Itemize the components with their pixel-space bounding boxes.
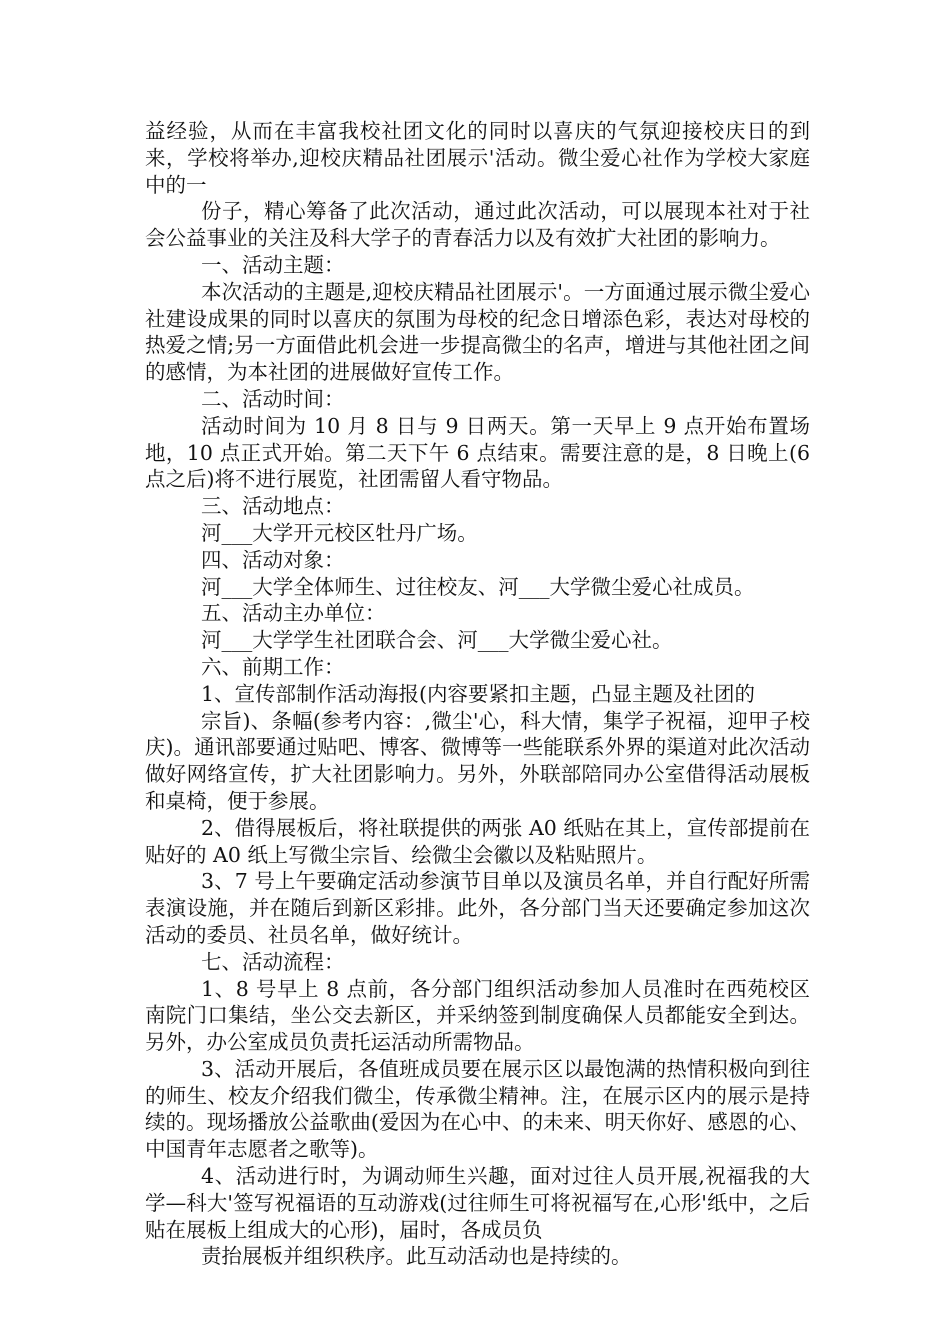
heading-activity-organizer: 五、活动主办单位： [201,601,386,626]
paragraph-process-1: 1、8 号早上 8 点前，各分部门组织活动参加人员准时在西苑校区南院门口集结，坐公交去新区，并采纳签到制度确保人员都能安全到达。另外，办公室成员负责托运活动所需物品。 [145,976,810,1055]
paragraph-activity-time: 活动时间为 10 月 8 日与 9 日两天。第一天早上 9 点开始布置场地，10 点正式开始。第二天下午 6 点结束。需要注意的是，8 日晚上(6 点之后)将不进行展览，社团需留人看守物品。 [145,413,810,492]
paragraph-intro-end: 益经验，从而在丰富我校社团文化的同时以喜庆的气氛迎接校庆日的到来，学校将举办,迎校庆精品社团展示'活动。微尘爱心社作为学校大家庭中的一 [145,119,810,197]
heading-activity-theme: 一、活动主题： [201,252,345,277]
paragraph-activity-location: 河___大学开元校区牡丹广场。 [201,520,478,545]
heading-activity-audience: 四、活动对象： [201,547,345,572]
paragraph-activity-organizer: 河___大学学生社团联合会、河___大学微尘爱心社。 [201,628,673,653]
paragraph-preparation-1-cont: 宗旨)、条幅(参考内容：,微尘'心，科大情，集学子祝福，迎甲子校庆)。通讯部要通过贴吧、博客、微博等一些能联系外界的渠道对此次活动做好网络宣传，扩大社团影响力。另外，外联部陪同办公室借得活动展板和桌椅，便于参展。 [145,708,810,813]
paragraph-process-4-cont: 责抬展板并组织秩序。此互动活动也是持续的。 [201,1244,632,1269]
paragraph-process-4: 4、活动进行时，为调动师生兴趣，面对过往人员开展,祝福我的大学—科大'签写祝福语的互动游戏(过往师生可将祝福写在,心形'纸中，之后贴在展板上组成大的心形)，届时，各成员负 [145,1164,810,1242]
heading-activity-time: 二、活动时间： [201,386,345,411]
paragraph-preparation-1: 1、宣传部制作活动海报(内容要紧扣主题，凸显主题及社团的 [201,681,756,706]
paragraph-preparation-2: 2、借得展板后，将社联提供的两张 A0 纸贴在其上，宣传部提前在贴好的 A0 纸上写微尘宗旨、绘微尘会徽以及粘贴照片。 [145,815,810,867]
heading-activity-location: 三、活动地点： [201,494,345,519]
paragraph-activity-audience: 河___大学全体师生、过往校友、河___大学微尘爱心社成员。 [201,574,755,599]
paragraph-intro-purpose: 份子，精心筹备了此次活动，通过此次活动，可以展现本社对于社会公益事业的关注及科大学子的青春活力以及有效扩大社团的影响力。 [145,199,810,251]
heading-activity-process: 七、活动流程： [201,949,345,974]
heading-preparation: 六、前期工作： [201,654,345,679]
paragraph-process-3: 3、活动开展后，各值班成员要在展示区以最饱满的热情积极向到往的师生、校友介绍我们微尘，传承微尘精神。注，在展示区内的展示是持续的。现场播放公益歌曲(爱因为在心中、的未来、明天你好、感恩的心、中国青年志愿者之歌等)。 [145,1056,810,1162]
document-body [145,118,810,1270]
paragraph-preparation-3: 3、7 号上午要确定活动参演节目单以及演员名单，并自行配好所需表演设施，并在随后到新区彩排。此外，各分部门当天还要确定参加这次活动的委员、社员名单，做好统计。 [145,869,810,947]
paragraph-activity-theme: 本次活动的主题是,迎校庆精品社团展示'。一方面通过展示微尘爱心社建设成果的同时以喜庆的氛围为母校的纪念日增添色彩，表达对母校的热爱之情;另一方面借此机会进一步提高微尘的名声，增进与其他社团之间的感情，为本社团的进展做好宣传工作。 [145,279,810,385]
